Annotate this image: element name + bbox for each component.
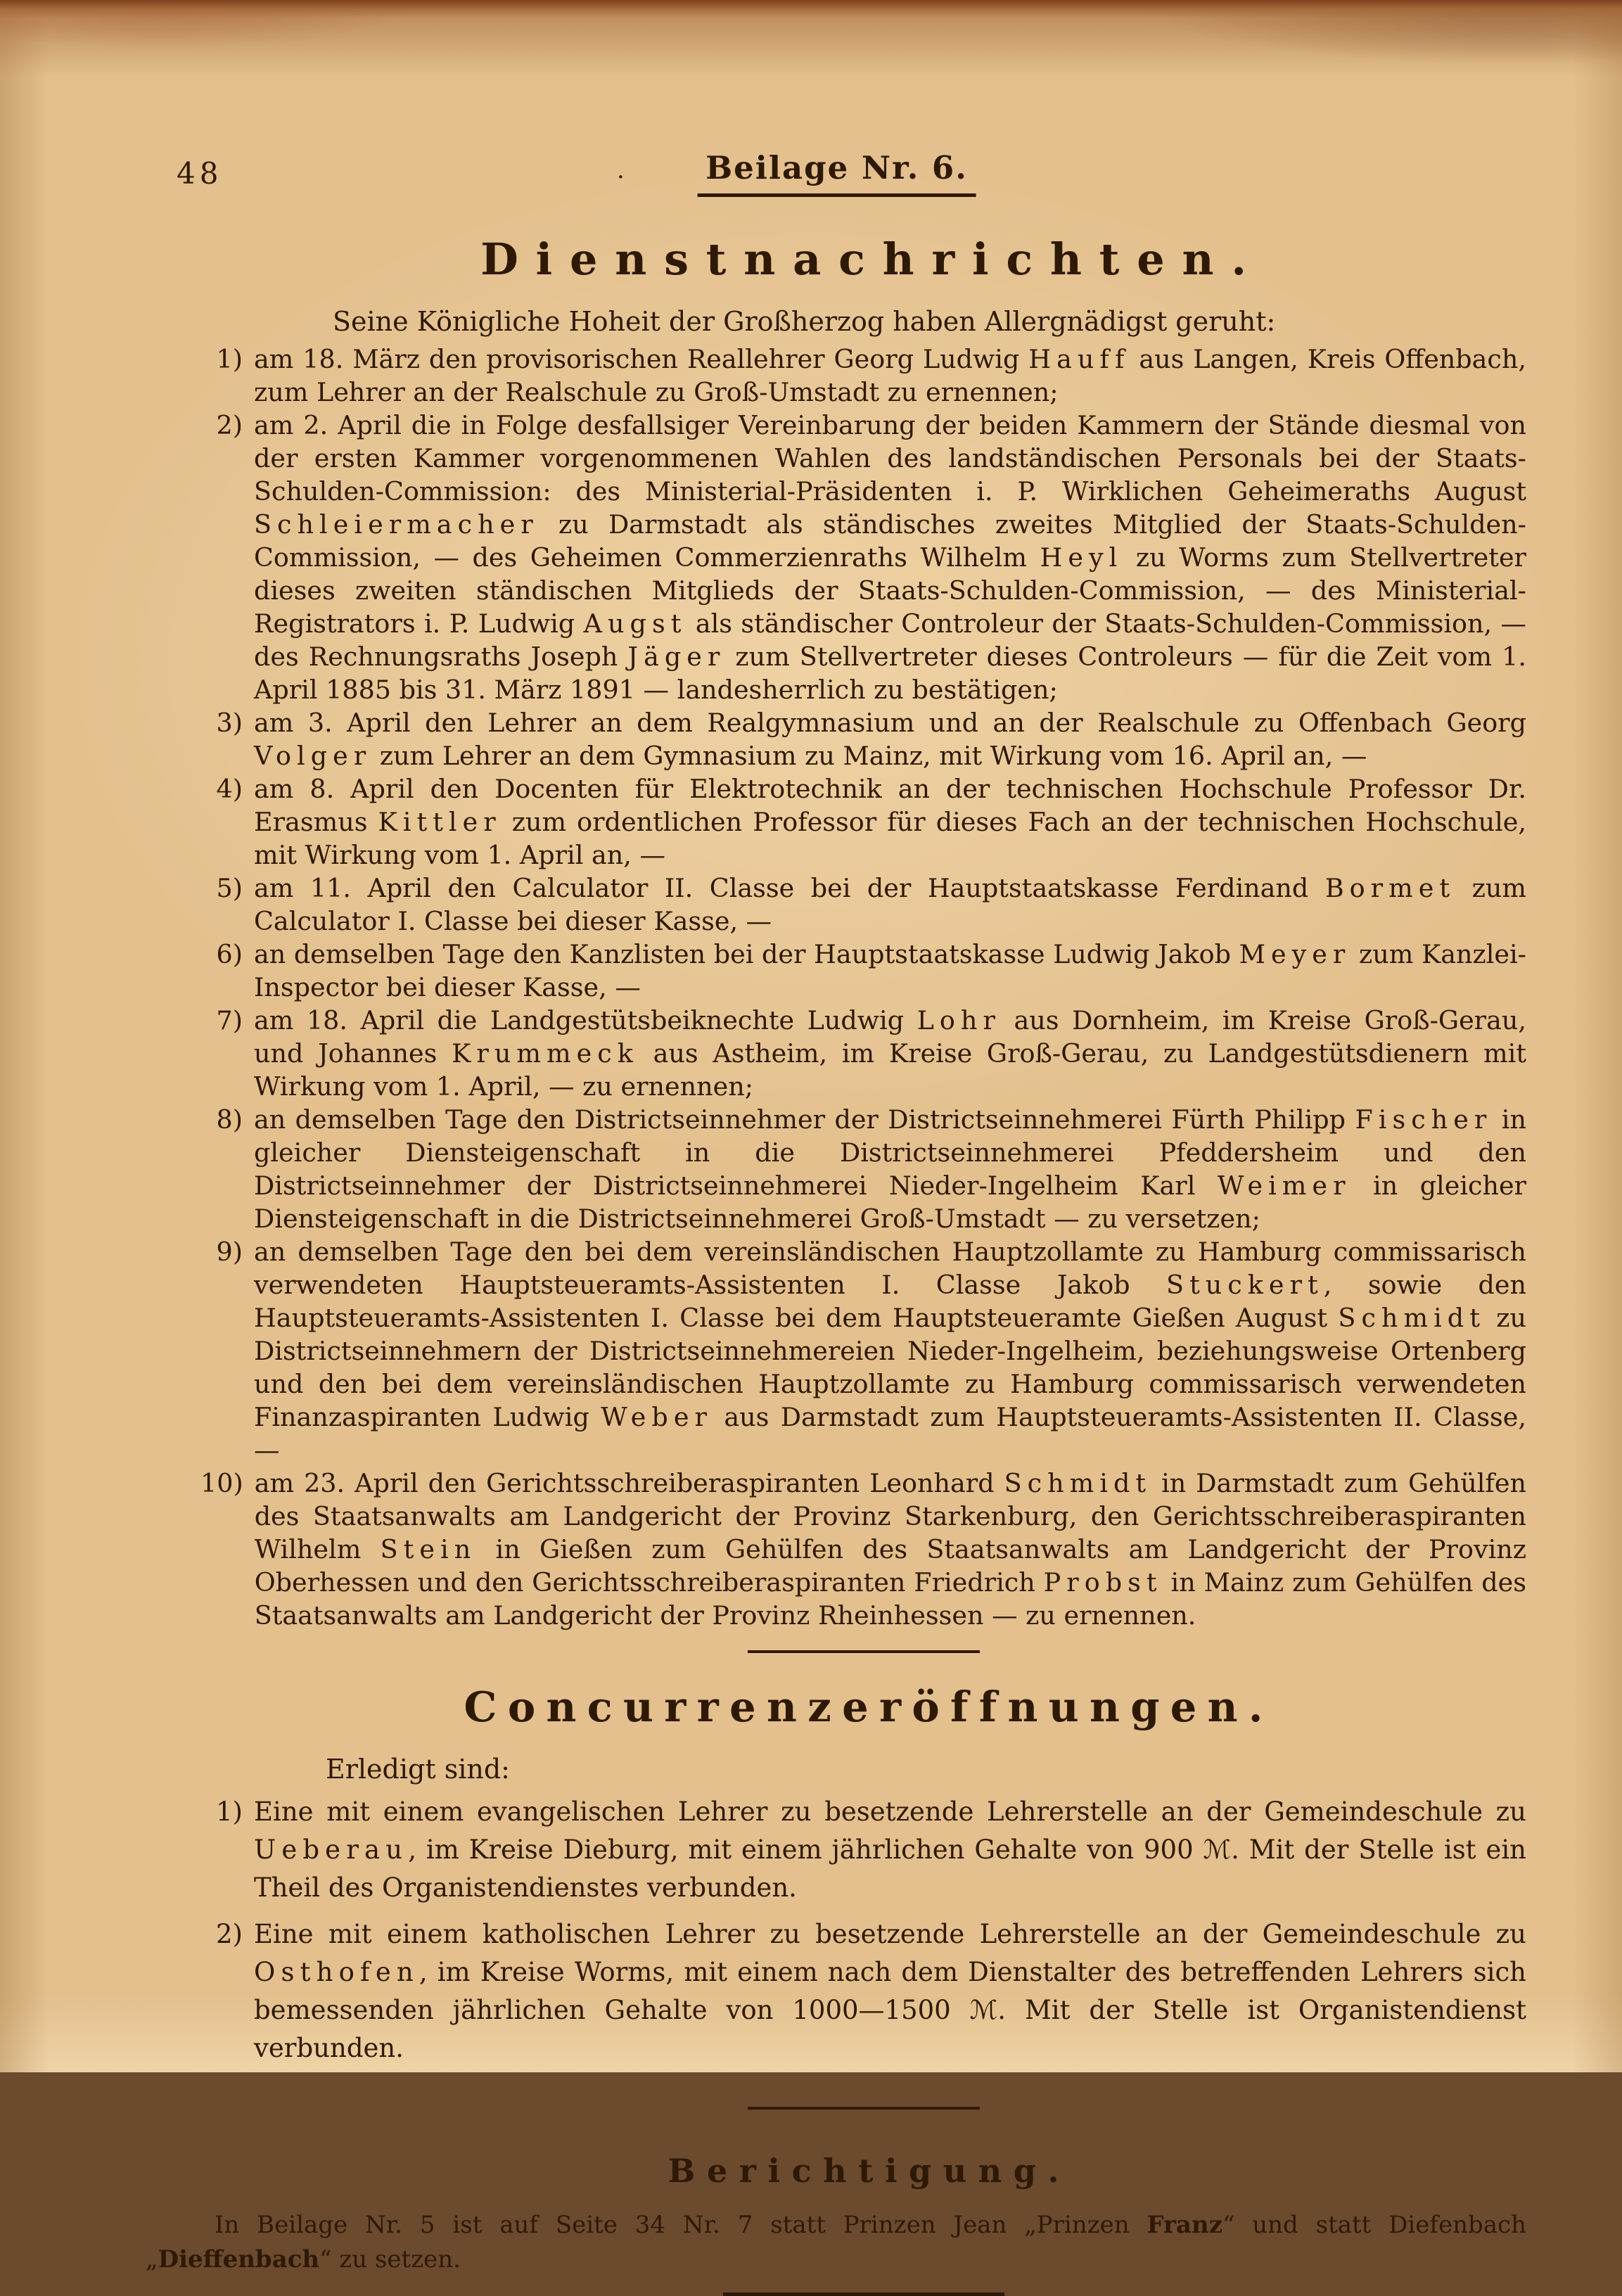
text-run: in Gießen zum Gehülfen des Staatsanwalts am Landgericht der Provinz Oberhessen und den Gerichtsschreiberaspiranten Friedrich: [254, 1534, 1526, 1597]
emphasized-name: Weimer: [1217, 1171, 1351, 1201]
text-run: zu Darmstadt als ständisches zweites Mitglied der Staats-Schulden-Commission, — des Geheimen Commerzienraths Wilhelm: [254, 509, 1526, 573]
emphasized-name: Stein: [380, 1534, 477, 1564]
emphasized-name: Schmidt: [1338, 1303, 1486, 1333]
list-item: [200, 1793, 1526, 1907]
item-number: 1): [216, 344, 243, 374]
list-item: [200, 1103, 1526, 1235]
list-item: [200, 1915, 1526, 2067]
item-number: 3): [216, 708, 243, 738]
section-divider: [748, 1650, 980, 1653]
item-text: [254, 343, 1526, 409]
text-run: am 11. April den Calculator II. Classe bei der Hauptstaatskasse Ferdinand: [254, 873, 1325, 903]
text-run: “ und statt Diefenbach „: [146, 2211, 1526, 2273]
item-number: 6): [216, 939, 243, 969]
emphasized-name: Fischer: [1355, 1104, 1493, 1135]
text-run: Eine mit einem katholischen Lehrer zu besetzende Lehrerstelle an der Gemeindeschule zu: [254, 1919, 1526, 1949]
page-number: 48: [177, 156, 223, 191]
emphasized-name: Weber: [601, 1402, 713, 1432]
text-run: aus Darmstadt zum Hauptsteueramts-Assistenten II. Classe, —: [254, 1402, 1526, 1465]
text-run: in gleicher Diensteigenschaft in die Districtseinnehmerei Pfeddersheim und den Districtseinnehmer der Districtseinnehmerei Nieder-Ingelheim Karl: [254, 1104, 1526, 1201]
text-run: “ zu setzen.: [319, 2245, 461, 2273]
list-item: [200, 1004, 1526, 1103]
item-number: 9): [216, 1237, 243, 1267]
list-item: [200, 872, 1526, 938]
text-run: aus Dornheim, im Kreise Groß-Gerau, und Johannes: [254, 1005, 1526, 1069]
emphasized-name: Hauff: [1028, 344, 1130, 374]
text-run: in Mainz zum Gehülfen des Staatsanwalts am Landgericht der Provinz Rheinhessen — zu ernennen.: [254, 1567, 1526, 1631]
text-run: am 18. April die Landgestütsbeiknechte Ludwig: [254, 1005, 917, 1035]
dienstnachrichten-title: Dienstnachrichten.: [480, 234, 1264, 285]
end-divider: [723, 2292, 1004, 2296]
text-run: zu Worms zum Stellvertreter dieses zweiten ständischen Mitglieds der Staats-Schulden-Commission, — des Ministerial-Registrators i. P. Ludwig: [254, 542, 1526, 639]
item-text: [254, 1793, 1526, 1907]
list-item: [200, 343, 1526, 409]
text-run: in Darmstadt zum Gehülfen des Staatsanwalts am Landgericht der Provinz Starkenburg, den Gerichtsschreiberaspiranten Wilhelm: [254, 1468, 1527, 1564]
text-run: , im Kreise Worms, mit einem nach dem Dienstalter des betreffenden Lehrers sich bemessenden jährlichen Gehalte von 1000—1500 ℳ. Mit der Stelle ist Organistendienst verbunden.: [254, 1957, 1526, 2063]
emphasized-name: Dieffenbach: [158, 2245, 320, 2273]
emphasized-name: Krummeck: [452, 1038, 639, 1069]
emphasized-name: Augst: [583, 608, 687, 639]
item-text: [254, 706, 1526, 772]
text-run: in gleicher Diensteigenschaft in die Districtseinnehmerei Groß-Umstadt — zu versetzen;: [254, 1171, 1527, 1234]
list-item: [200, 938, 1526, 1004]
text-run: als ständischer Controleur der Staats-Schulden-Commission, — des Rechnungsraths Joseph: [254, 608, 1526, 672]
item-number: 7): [216, 1005, 243, 1035]
text-run: am 3. April den Lehrer an dem Realgymnasium und an der Realschule zu Offenbach Georg: [254, 708, 1526, 738]
text-run: aus Langen, Kreis Offenbach, zum Lehrer an der Realschule zu Groß-Umstadt zu ernennen;: [254, 344, 1526, 407]
section-berichtigung: [146, 2152, 1526, 2277]
emphasized-name: Lohr: [917, 1005, 1001, 1035]
item-text: [254, 1004, 1526, 1103]
item-number: 2): [216, 1919, 243, 1949]
text-run: , sowie den Hauptsteueramts-Assistenten I. Classe bei dem Hauptsteueramte Gießen August: [254, 1270, 1526, 1333]
dienstnachrichten-list: [200, 343, 1526, 1632]
page-header: [177, 149, 1526, 196]
masthead-title: Beilage Nr. 6.: [697, 149, 976, 197]
concurrenzen-list: [200, 1793, 1526, 2067]
text-run: zum Stellvertreter dieses Controleurs — für die Zeit vom 1. April 1885 bis 31. März 1891 — landesherrlich zu bestätigen;: [254, 642, 1526, 705]
list-item: [200, 1235, 1526, 1467]
text-run: an demselben Tage den Kanzlisten bei der Hauptstaatskasse Ludwig Jakob: [254, 939, 1239, 969]
text-run: am 18. März den provisorischen Reallehrer Georg Ludwig: [254, 344, 1029, 374]
section-concurrenzen: [200, 1683, 1526, 2067]
text-run: zum Calculator I. Classe bei dieser Kasse, —: [254, 873, 1526, 936]
concurrenzen-title: Concurrenzeröffnungen.: [464, 1683, 1274, 1731]
emphasized-name: Kittler: [378, 807, 502, 837]
emphasized-name: Probst: [1043, 1567, 1163, 1597]
text-run: am 8. April den Docenten für Elektrotechnik an der technischen Hochschule Professor Dr. Erasmus: [254, 774, 1526, 837]
section-dienstnachrichten: [200, 234, 1526, 1632]
text-run: an demselben Tage den bei dem vereinsländischen Hauptzollamte zu Hamburg commissarisch verwendeten Hauptsteueramts-Assistenten I. Classe Jakob: [254, 1237, 1526, 1300]
item-text: [254, 872, 1526, 938]
section-divider: [748, 2107, 980, 2110]
item-number: 1): [216, 1797, 243, 1827]
emphasized-name: Bormet: [1324, 873, 1456, 903]
item-text: [254, 1235, 1526, 1467]
item-number: 10): [200, 1468, 243, 1498]
text-run: zu Districtseinnehmern der Districtseinnehmereien Nieder-Ingelheim, beziehungsweise Ortenberg und den bei dem vereinsländischen Hauptzollamte zu Hamburg commissarisch verwendeten Finanzaspiranten Ludwig: [254, 1303, 1526, 1432]
text-run: , im Kreise Dieburg, mit einem jährlichen Gehalte von 900 ℳ. Mit der Stelle ist ein Theil des Organistendienstes verbunden.: [254, 1835, 1526, 1903]
emphasized-name: Stuckert: [1166, 1270, 1324, 1300]
item-text: [254, 409, 1526, 706]
item-text: [255, 1467, 1526, 1632]
emphasized-name: Franz: [1147, 2211, 1222, 2239]
emphasized-name: Meyer: [1239, 939, 1351, 969]
text-run: zum Lehrer an dem Gymnasium zu Mainz, mit Wirkung vom 16. April an, —: [371, 741, 1367, 771]
berichtigung-title: Berichtigung.: [668, 2152, 1071, 2190]
list-item: [200, 409, 1526, 706]
berichtigung-body: [146, 2208, 1526, 2277]
emphasized-name: Volger: [254, 741, 372, 771]
emphasized-name: Ueberau: [254, 1835, 409, 1865]
emphasized-name: Schmidt: [1004, 1468, 1152, 1498]
list-item: [200, 772, 1526, 872]
dienstnachrichten-intro: Seine Königliche Hoheit der Großherzog haben Allergnädigst geruht:: [333, 306, 1276, 337]
text-run: am 2. April die in Folge desfallsiger Vereinbarung der beiden Kammern der Stände diesmal von der ersten Kammer vorgenommenen Wahlen des landständischen Personals bei der Staats-Schulden-Commission: des Ministerial-Präsidenten i. P. Wirklichen Geheimeraths August: [254, 410, 1526, 506]
item-text: [254, 772, 1526, 872]
text-run: Eine mit einem evangelischen Lehrer zu besetzende Lehrerstelle an der Gemeindeschule zu: [254, 1797, 1526, 1827]
text-run: In Beilage Nr. 5 ist auf Seite 34 Nr. 7 statt Prinzen Jean „Prinzen: [215, 2211, 1147, 2239]
item-text: [254, 1103, 1526, 1235]
text-run: aus Astheim, im Kreise Groß-Gerau, zu Landgestütsdienern mit Wirkung vom 1. April, — zu ernennen;: [254, 1038, 1526, 1102]
emphasized-name: Jäger: [627, 642, 726, 672]
text-run: am 23. April den Gerichtsschreiberaspiranten Leonhard: [254, 1468, 1004, 1498]
emphasized-name: Osthofen: [254, 1957, 419, 1987]
item-text: [254, 1915, 1526, 2067]
item-number: 4): [216, 774, 243, 804]
concurrenzen-intro: Erledigt sind:: [326, 1754, 510, 1785]
text-run: zum ordentlichen Professor für dieses Fach an der technischen Hochschule, mit Wirkung vom 1. April an, —: [254, 807, 1526, 870]
emphasized-name: Schleiermacher: [254, 509, 539, 540]
list-item: [200, 1467, 1526, 1632]
item-number: 8): [216, 1104, 243, 1135]
text-run: an demselben Tage den Districtseinnehmer der Districtseinnehmerei Fürth Philipp: [254, 1104, 1355, 1135]
emphasized-name: Heyl: [1040, 542, 1123, 573]
header-dot: ·: [617, 163, 625, 191]
text-run: zum Kanzlei-Inspector bei dieser Kasse, —: [254, 939, 1526, 1002]
item-number: 2): [216, 410, 243, 440]
item-text: [254, 938, 1526, 1004]
item-number: 5): [216, 873, 243, 903]
list-item: [200, 706, 1526, 772]
